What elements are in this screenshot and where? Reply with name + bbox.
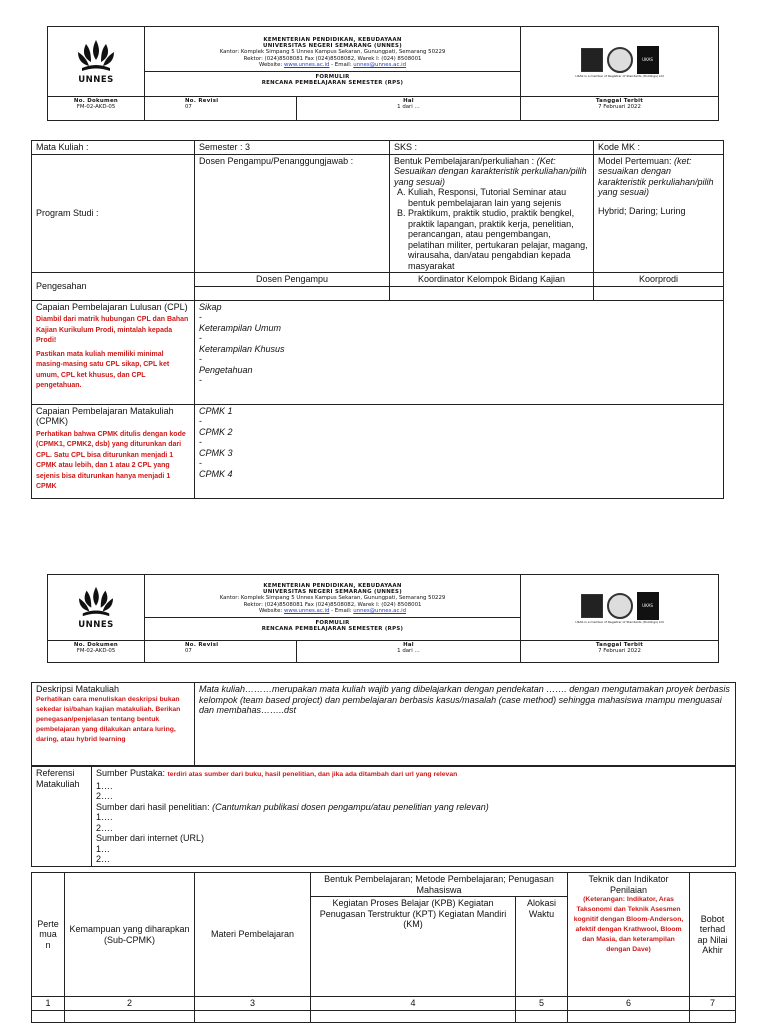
website-link[interactable]: www.unnes.ac.id [284,62,330,69]
signature-dosen [195,286,390,300]
pengesahan-label: Pengesahan [32,273,195,301]
university-name: UNIVERSITAS NEGERI SEMARANG (UNNES) [263,42,402,49]
column-number: 3 [195,997,311,1011]
column-number: 1 [32,997,65,1011]
col-bobot: Bobot terhad ap Nilai Akhir [690,873,736,997]
cpl-cell [32,300,195,404]
col-kegiatan: Kegiatan Proses Belajar (KPB) Kegiatan Penugasan Terstruktur (KPT) Kegiatan Mandiri (KM) [311,897,516,997]
cpmk-content [195,404,724,498]
col-bentuk: Bentuk Pembelajaran; Metode Pembelajaran; Penugasan Mahasiswa [311,873,568,897]
certified-badge-icon [581,48,603,72]
rev-value: 07 [185,648,192,655]
doc-no: FM-02-AKD-05 [76,648,116,655]
date-cell [521,97,719,121]
dash: - [199,375,202,385]
rev-value: 07 [185,104,192,111]
column-number: 7 [690,997,736,1011]
website-label: Website: [258,62,284,69]
table-cell [516,1010,568,1022]
address: Kantor: Komplek Simpang 5 Unnes Kampus Sekaran, Gunungpati, Semarang 50229 [219,49,446,56]
semester-label: Semester : 3 [195,141,390,155]
unnes-logo-icon [74,585,118,619]
model-note: (ket: sesuaikan dengan karakteristik perkuliahan/pilih yang sesuai) [598,155,714,197]
doc-no-cell [48,97,145,121]
sks-label: SKS : [390,141,594,155]
dash: - [199,312,202,322]
website-link[interactable]: www.unnes.ac.id [284,608,330,615]
internet-label: Sumber dari internet (URL) [96,833,205,843]
pustaka-label: Sumber Pustaka: [96,768,168,778]
email-link[interactable]: unnes@unnes.ac.id [353,608,407,615]
cpmk-note: Perhatikan bahwa CPMK ditulis dengan kode (CPMK1, CPMK2, dsb) yang diturunkan dari CPL. Satu CPL bisa diturunkan menjadi 1 CPMK atau lebih, dan 1 atau 2 CPL yang sejenis bisa diturunkan hanya menjadi 1 CPMK [36,430,186,490]
cpmk-2: CPMK 2 [199,426,233,437]
dash: - [199,354,202,364]
table-cell [311,1010,516,1022]
col-pertemuan: Perte mua n [32,873,65,997]
email-label: - Email: [329,62,354,69]
website-label: Website: [258,608,284,615]
unnes-logo-icon [74,38,118,74]
address: Kantor: Komplek Simpang 5 Unnes Kampus Sekaran, Gunungpati, Semarang 50229 [219,595,446,602]
table-cell [568,1010,690,1022]
ukas-logo-icon: UKAS [637,46,659,74]
form-label: FORMULIR [315,73,350,80]
program-studi-label: Program Studi : [32,154,195,273]
reference-item: 1…. [96,780,113,791]
cpl-keterampilan-khusus: Keterampilan Khusus [199,343,285,354]
date-value: 7 Februari 2022 [598,104,641,111]
page-cell [297,97,521,121]
phone: Rektor: (024)8508081 Fax (024)8508082, Warek I: (024) 8508001 [243,601,422,608]
bentuk-pembelajaran-cell [390,154,594,273]
col-alokasi: Alokasi Waktu [516,897,568,997]
referensi-label: Referensi Matakuliah [32,767,92,867]
revision-cell [145,641,297,663]
cpl-content [195,300,724,404]
cpmk-title: Capaian Pembelajaran Matakuliah (CPMK) [36,405,174,426]
logo-text: UNNES [78,75,114,85]
deskripsi-text: Mata kuliah………merupakan mata kuliah wajib yang dibelajarkan dengan pendekatan ……. dengan mengutamakan proyek berbasis kelompok (team based project) dan pembelajaran berbasis kasus/masalah (case method) sehingga mahasiswa mampu menguasai dan membahas……..dst [195,683,736,766]
bentuk-option-b: B. Praktikum, praktik studio, praktik bengkel, praktik lapangan, praktik kerja, penelitian, perancangan, atau pengembangan, pelatihan militer, pertukaran pelajar, magang, wirausaha, dan/atau pengabdian kepada masyarakat [408,208,589,271]
form-title: RENCANA PEMBELAJARAN SEMESTER (RPS) [261,626,404,633]
dash: - [199,437,202,447]
model-options: Hybrid; Daring; Luring [598,205,686,216]
rev-label: No. Revisi [185,642,219,648]
course-info-table [31,140,724,499]
kode-mk-label: Kode MK : [594,141,724,155]
logo-text: UNNES [78,620,114,630]
weekly-plan-table [31,872,736,1023]
logo-cell [48,27,145,97]
cert-caption: UKAS is a member of Registrar of Standards (Holdings) Ltd [575,73,664,78]
cpl-note-2: Pastikan mata kuliah memiliki minimal masing-masing satu CPL sikap, CPL ket umum, CPL ket khusus, dan CPL pengetahuan. [36,350,170,389]
model-pertemuan-cell [594,154,724,273]
cpmk-cell [32,404,195,498]
cpmk-1: CPMK 1 [199,405,233,416]
description-table [31,682,736,766]
cpl-pengetahuan: Pengetahuan [199,364,253,375]
institution-block [145,27,521,97]
ministry-name: KEMENTERIAN PENDIDIKAN, KEBUDAYAAN [263,36,402,43]
table-cell [32,1010,65,1022]
page-label: Hal [403,642,414,648]
cpl-sikap: Sikap [199,301,222,312]
doc-no-label: No. Dokumen [73,98,119,104]
form-label: FORMULIR [315,619,350,626]
cert-seal-icon [607,47,633,73]
reference-item: 2… [96,854,111,864]
cpl-note-1: Diambil dari matrik hubungan CPL dan Bahan Kajian Kurikulum Prodi, mintalah kepada Prodi! [36,316,189,344]
column-number: 2 [65,997,195,1011]
certified-badge-icon [581,594,603,618]
deskripsi-title: Deskripsi Matakuliah [36,684,120,694]
column-number: 4 [311,997,516,1011]
signature-koorprodi [594,286,724,300]
date-cell [521,641,719,663]
date-value: 7 Februari 2022 [598,648,641,655]
reference-item: 2…. [96,791,113,801]
deskripsi-cell [32,683,195,766]
deskripsi-note: Perhatikan cara menuliskan deskripsi bukan sekedar isi/bahan kajian matakuliah. Berikan penegasan/penjelasan tentang bentuk pembelajaran yang dilakukan antara luring, daring, atau hybrid learning [36,695,181,743]
penelitian-note: (Cantumkan publikasi dosen pengampu/atau penelitian yang relevan) [212,801,489,812]
pustaka-note: terdiri atas sumber dari buku, hasil penelitian, dan jika ada ditambah dari url yang relevan [167,771,458,778]
table-cell [195,1010,311,1022]
cpl-title: Capaian Pembelajaran Lulusan (CPL) [36,301,188,312]
bentuk-note: (Ket: Sesuaikan dengan karakteristik perkuliahan/pilih yang sesuai) [394,155,587,187]
dash: - [199,458,202,468]
doc-no: FM-02-AKD-05 [76,104,116,111]
email-link[interactable]: unnes@unnes.ac.id [353,62,407,69]
cert-caption: UKAS is a member of Registrar of Standards (Holdings) Ltd [575,619,664,624]
institution-block [145,575,521,641]
table-cell [65,1010,195,1022]
dosen-label: Dosen Pengampu/Penanggungjawab : [195,154,390,273]
bentuk-label: Bentuk Pembelajaran/perkuliahan : [394,155,537,166]
cpmk-3: CPMK 3 [199,447,233,458]
col-teknik [568,873,690,997]
logo-cell [48,575,145,641]
revision-cell [145,97,297,121]
reference-item: 1…. [96,812,113,822]
rev-label: No. Revisi [185,98,219,104]
certification-cell [521,575,719,641]
koorprodi-header: Koorprodi [594,273,724,287]
ministry-name: KEMENTERIAN PENDIDIKAN, KEBUDAYAAN [263,582,402,589]
phone: Rektor: (024)8508081 Fax (024)8508082, Warek I: (024) 8508001 [243,55,422,62]
doc-no-cell [48,641,145,663]
signature-koordinator [390,286,594,300]
cert-seal-icon [607,593,633,619]
dosen-pengampu-header: Dosen Pengampu [195,273,390,287]
dash: - [199,416,202,426]
date-label: Tanggal Terbit [595,98,644,104]
col-kemampuan: Kemampuan yang diharapkan (Sub-CPMK) [65,873,195,997]
doc-no-label: No. Dokumen [73,642,119,648]
koordinator-header: Koordinator Kelompok Bidang Kajian [390,273,594,287]
page-cell [297,641,521,663]
bentuk-option-a: A. Kuliah, Responsi, Tutorial Seminar atau bentuk pembelajaran lain yang sejenis [408,187,589,208]
document-header-page2 [47,574,719,663]
table-cell [690,1010,736,1022]
university-name: UNIVERSITAS NEGERI SEMARANG (UNNES) [263,588,402,595]
email-label: - Email: [329,608,354,615]
form-title: RENCANA PEMBELAJARAN SEMESTER (RPS) [261,80,404,87]
reference-item: 2…. [96,822,113,833]
document-header [47,26,719,121]
dash: - [199,333,202,343]
cpmk-4: CPMK 4 [199,468,233,479]
date-label: Tanggal Terbit [595,642,644,648]
page-value: 1 dari … [397,104,420,111]
ukas-logo-icon: UKAS [637,592,659,620]
model-label: Model Pertemuan: [598,155,675,166]
penelitian-label: Sumber dari hasil penelitian: [96,801,213,812]
certification-cell [521,27,719,97]
cpl-keterampilan-umum: Keterampilan Umum [199,322,282,333]
teknik-title: Teknik dan Indikator Penilaian [588,874,669,895]
page-value: 1 dari … [397,648,420,655]
page-label: Hal [403,98,414,104]
col-materi: Materi Pembelajaran [195,873,311,997]
teknik-note: (Keterangan: Indikator, Aras Taksonomi dan Teknik Asesmen kognitif dengan Bloom-Anderson, afektif dengan Krathwool, Bloom dan Masia, dan keterampilan dengan Dave) [573,896,684,953]
referensi-content [92,767,736,867]
mata-kuliah-label: Mata Kuliah : [32,141,195,155]
column-number: 5 [516,997,568,1011]
column-number: 6 [568,997,690,1011]
reference-item: 1… [96,843,111,854]
reference-table [31,766,736,867]
